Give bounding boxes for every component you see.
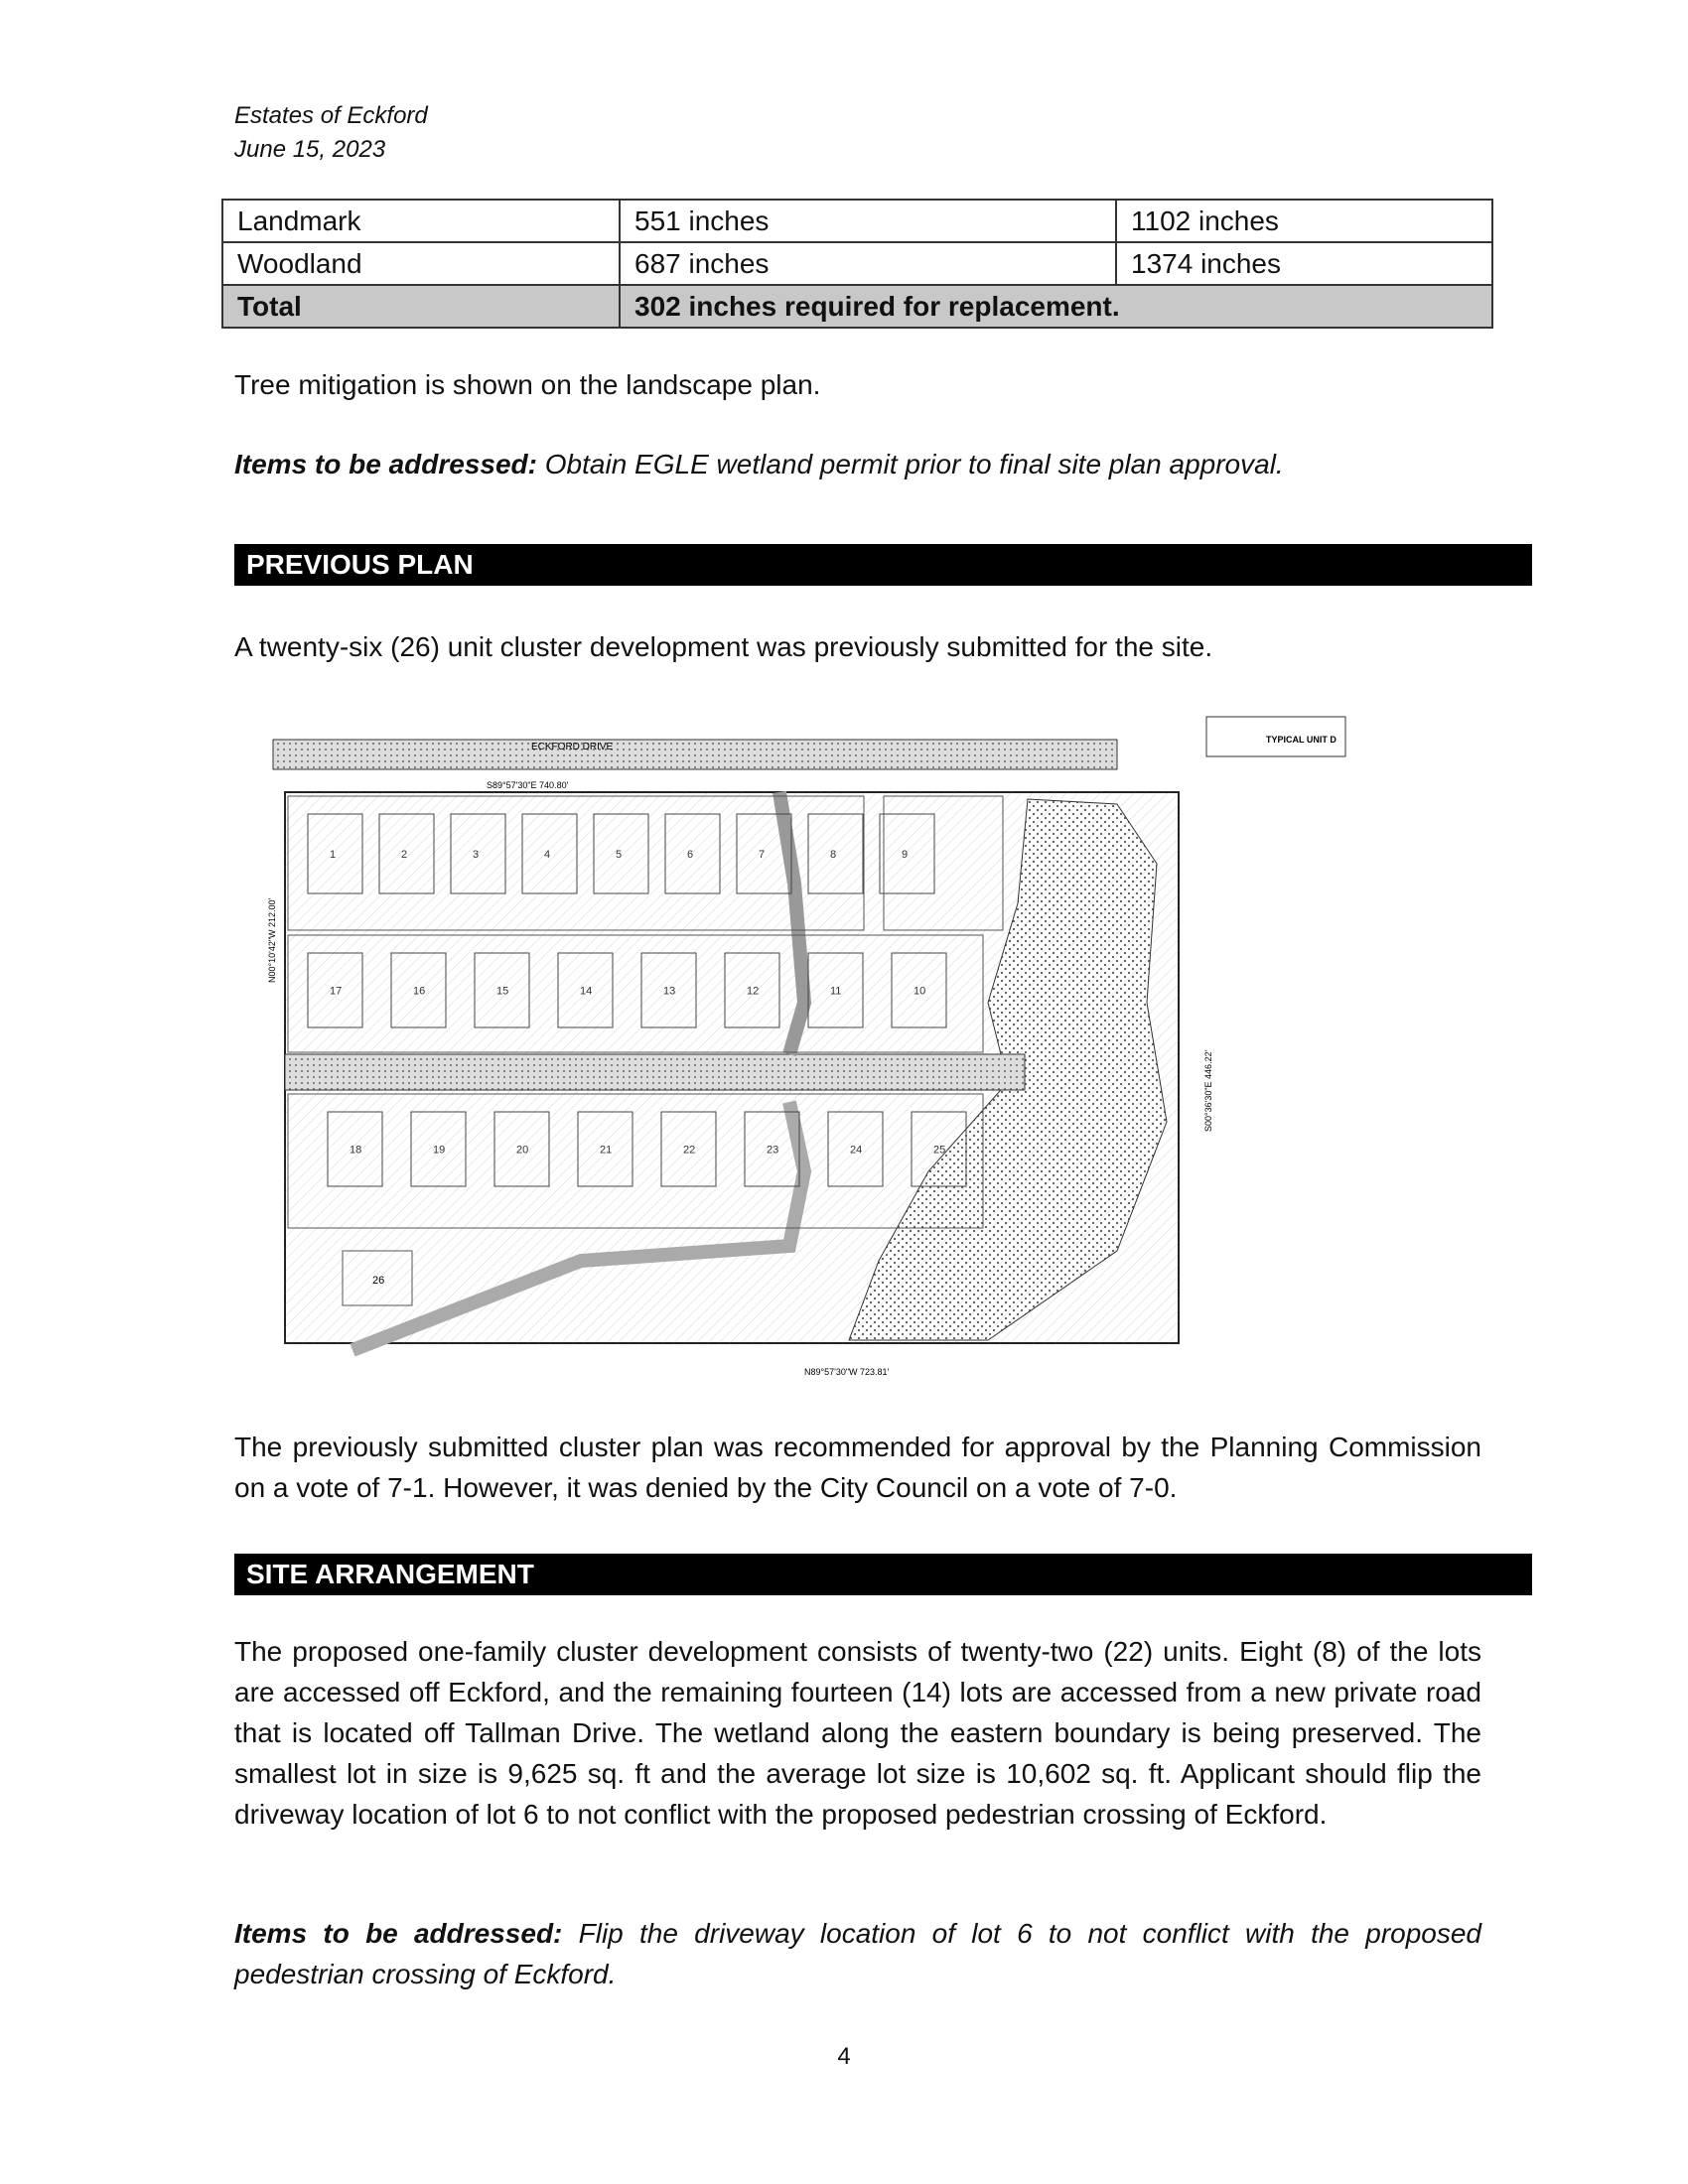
lot-label: 20	[516, 1144, 529, 1157]
lot-label: 3	[473, 849, 480, 861]
east-bearing: S00°36'30"E 446.22'	[1203, 1049, 1213, 1132]
lot-label: 25	[933, 1144, 946, 1157]
table-cell: 1374 inches	[1116, 242, 1492, 285]
total-value: 302 inches required for replacement.	[620, 285, 1492, 328]
site-arrangement-paragraph: The proposed one-family cluster development consists of twenty-two (22) units. Eight (8) of the lots are accessed off Eckford, and the remaining fourteen (14) lots are accessed from a new private road that is located off Tallman Drive. The wetland along the eastern boundary is being preserved. The smallest lot in size is 9,625 sq. ft and the average lot size is 10,602 sq. ft. Applicant should flip the driveway location of lot 6 to not conflict with the proposed pedestrian crossing of Eckford.	[234, 1636, 1481, 1830]
tree-replacement-table	[221, 199, 1493, 329]
typical-unit-label: TYPICAL UNIT D	[1266, 735, 1336, 745]
items-text: Obtain EGLE wetland permit prior to final site plan approval.	[536, 449, 1284, 479]
lot-label: 5	[616, 849, 623, 861]
total-label: Total	[222, 285, 620, 328]
previous-plan-intro: A twenty-six (26) unit cluster development was previously submitted for the site.	[234, 631, 1213, 662]
previous-site-plan-drawing	[233, 705, 1350, 1388]
lot-label: 1	[330, 849, 337, 861]
page-header	[234, 99, 428, 167]
page-number: 4	[837, 2043, 851, 2070]
lot-label: 2	[401, 849, 408, 861]
table-total-row	[222, 285, 1492, 328]
section-heading-site-arrangement: SITE ARRANGEMENT	[234, 1554, 1532, 1595]
lot-label: 13	[663, 985, 676, 998]
north-bearing: S89°57'30"E 740.80'	[487, 780, 569, 790]
lot-label: 8	[830, 849, 837, 861]
table-cell: 1102 inches	[1116, 200, 1492, 242]
table-cell: 551 inches	[620, 200, 1116, 242]
south-bearing: N89°57'30"W 723.81'	[804, 1367, 890, 1377]
lot-label: 23	[767, 1144, 779, 1157]
items-to-address-1	[234, 444, 1481, 484]
lot-label: 9	[902, 849, 909, 861]
lot-label: 22	[683, 1144, 696, 1157]
lot-label: 14	[580, 985, 593, 998]
items-label: Items to be addressed:	[234, 449, 537, 479]
table-cell: Landmark	[222, 200, 620, 242]
table-cell: 687 inches	[620, 242, 1116, 285]
header-project: Estates of Eckford	[234, 102, 428, 129]
items-text: Flip the driveway location of lot 6 to not conflict with the proposed pedestrian crossing of Eckford.	[234, 1918, 1482, 1989]
lot-label: 15	[496, 985, 509, 998]
lot-label: 17	[330, 985, 343, 998]
lot-label: 19	[433, 1144, 446, 1157]
section-heading-previous-plan: PREVIOUS PLAN	[234, 544, 1532, 586]
lot-label: 11	[830, 985, 842, 998]
lot-label: 12	[747, 985, 760, 998]
items-label: Items to be addressed:	[234, 1918, 563, 1949]
street-label: ECKFORD DRIVE	[531, 742, 614, 752]
previous-plan-result: The previously submitted cluster plan was recommended for approval by the Planning Commission on a vote of 7-1. However, it was denied by the City Council on a vote of 7-0.	[234, 1432, 1481, 1503]
lot-label: 7	[759, 849, 766, 861]
west-bearing: N00°10'42"W 212.00'	[267, 897, 277, 983]
lot-label: 21	[600, 1144, 613, 1157]
mitigation-paragraph: Tree mitigation is shown on the landscape plan.	[234, 369, 821, 400]
table-row	[222, 242, 1492, 285]
table-cell: Woodland	[222, 242, 620, 285]
lot-label: 18	[350, 1144, 362, 1157]
lot-label: 4	[544, 849, 551, 861]
header-date: June 15, 2023	[234, 136, 386, 163]
lot-label: 6	[687, 849, 694, 861]
lot-label-26: 26	[372, 1275, 385, 1287]
table-row	[222, 200, 1492, 242]
lot-label: 24	[850, 1144, 863, 1157]
lot-label: 16	[413, 985, 426, 998]
lot-label: 10	[914, 985, 926, 998]
items-to-address-2	[234, 1913, 1481, 1994]
